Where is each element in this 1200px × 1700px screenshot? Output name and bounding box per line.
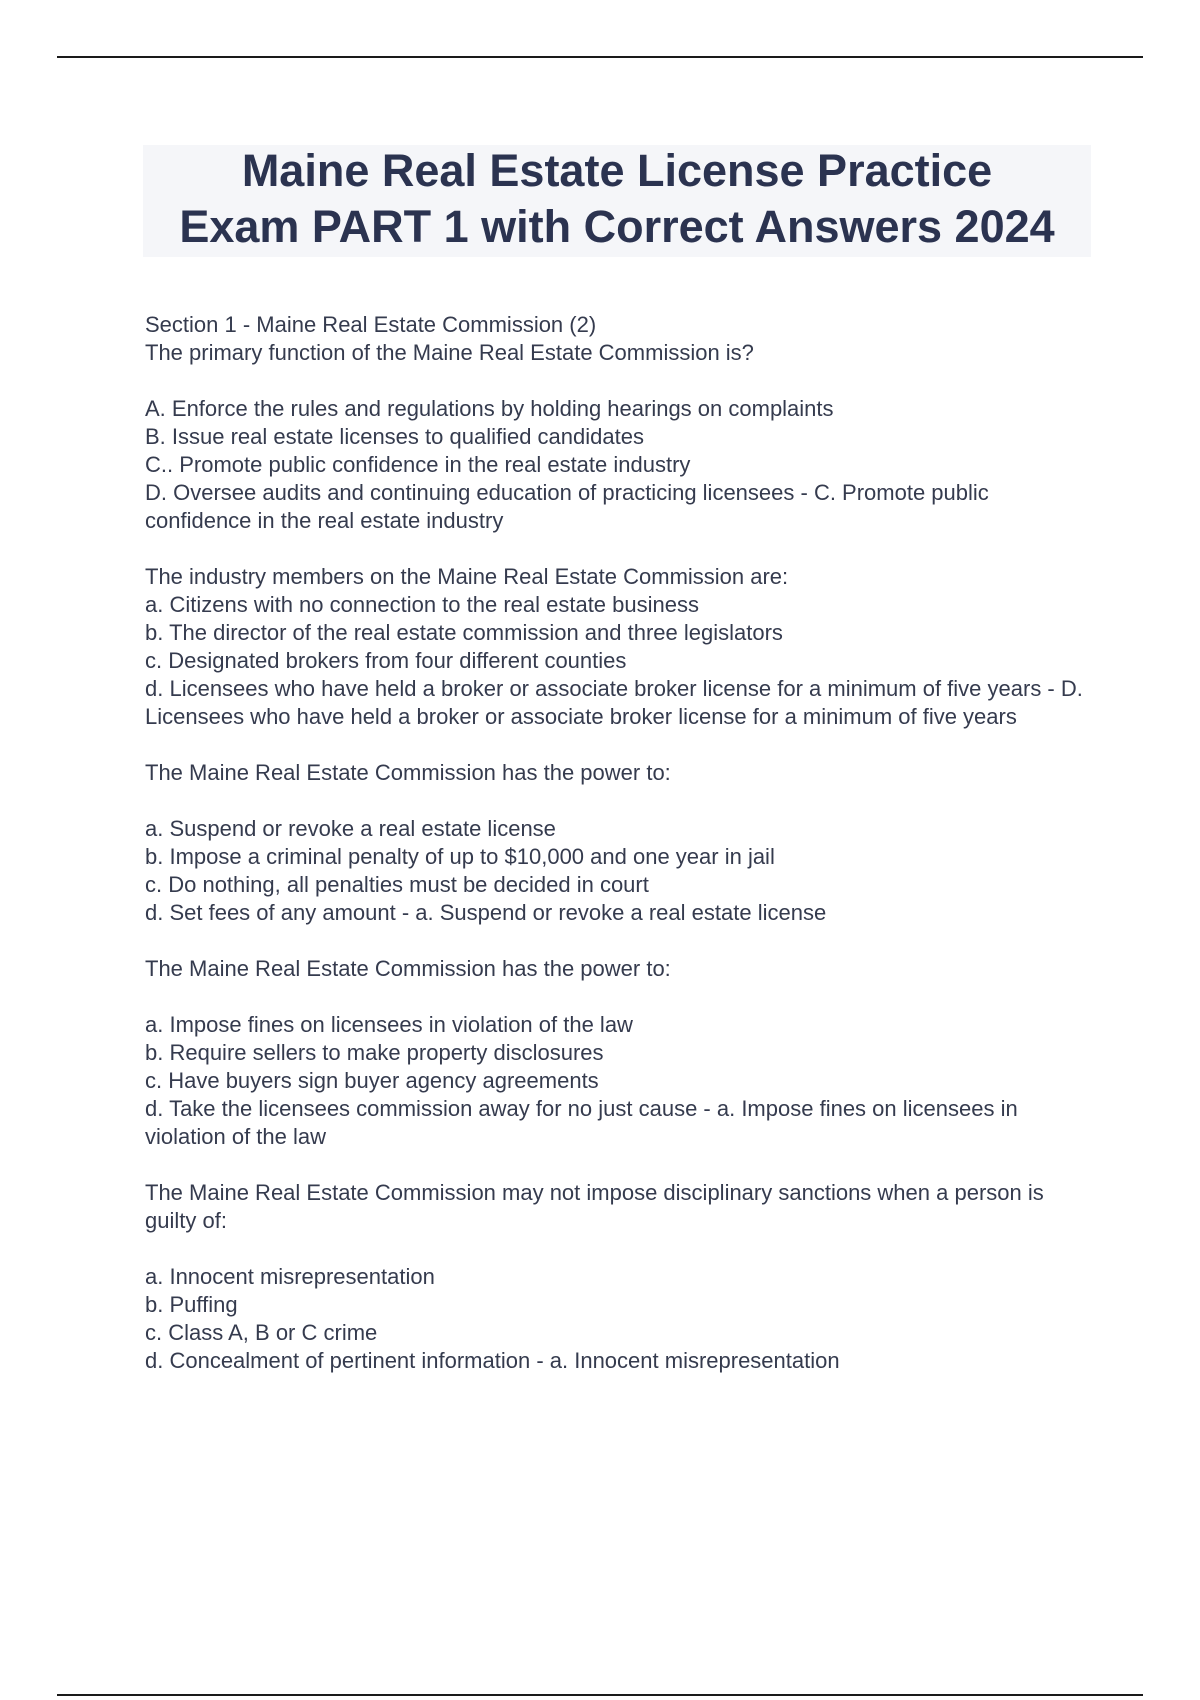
question-block-2 — [145, 563, 1085, 731]
answer-option: a. Citizens with no connection to the real estate business — [145, 592, 699, 617]
top-rule — [57, 56, 1143, 58]
answer-option-with-answer: D. Oversee audits and continuing education of practicing licensees - C. Promote public confidence in the real estate industry — [145, 480, 989, 533]
bottom-rule — [57, 1694, 1143, 1696]
question-prompt: The industry members on the Maine Real Estate Commission are: — [145, 564, 789, 589]
answer-option: c. Have buyers sign buyer agency agreements — [145, 1068, 599, 1093]
question-prompt: The Maine Real Estate Commission has the power to: — [145, 956, 671, 981]
answer-option-with-answer: d. Set fees of any amount - a. Suspend or revoke a real estate license — [145, 900, 827, 925]
answer-option: b. Require sellers to make property disclosures — [145, 1040, 604, 1065]
question-block-1 — [145, 339, 1085, 535]
question-block-4 — [145, 955, 1085, 1151]
answer-option: b. Impose a criminal penalty of up to $10,000 and one year in jail — [145, 844, 775, 869]
question-prompt: The primary function of the Maine Real Estate Commission is? — [145, 340, 754, 365]
answer-option-with-answer: d. Concealment of pertinent information - a. Innocent misrepresentation — [145, 1348, 840, 1373]
section-heading: Section 1 - Maine Real Estate Commission (2) — [145, 312, 597, 337]
document-body — [145, 311, 1085, 1375]
answer-option: a. Suspend or revoke a real estate license — [145, 816, 556, 841]
answer-option-with-answer: d. Take the licensees commission away for no just cause - a. Impose fines on licensees in violation of the law — [145, 1096, 1018, 1149]
answer-option: A. Enforce the rules and regulations by holding hearings on complaints — [145, 396, 834, 421]
answer-option: c. Do nothing, all penalties must be decided in court — [145, 872, 649, 897]
title-line-2: Exam PART 1 with Correct Answers 2024 — [179, 201, 1055, 252]
question-prompt: The Maine Real Estate Commission has the power to: — [145, 760, 671, 785]
answer-option: C.. Promote public confidence in the real estate industry — [145, 452, 691, 477]
document-title — [143, 143, 1091, 255]
question-block-5 — [145, 1179, 1085, 1375]
answer-option: a. Impose fines on licensees in violation of the law — [145, 1012, 633, 1037]
answer-option: c. Designated brokers from four different counties — [145, 648, 627, 673]
answer-option-with-answer: d. Licensees who have held a broker or associate broker license for a minimum of five years - D. Licensees who have held a broker or associate broker license for a minimum of five years — [145, 676, 1083, 729]
answer-option: b. The director of the real estate commission and three legislators — [145, 620, 783, 645]
question-block-3 — [145, 759, 1085, 927]
answer-option: c. Class A, B or C crime — [145, 1320, 378, 1345]
answer-option: b. Puffing — [145, 1292, 238, 1317]
answer-option: a. Innocent misrepresentation — [145, 1264, 435, 1289]
question-prompt: The Maine Real Estate Commission may not impose disciplinary sanctions when a person is guilty of: — [145, 1180, 1044, 1233]
answer-option: B. Issue real estate licenses to qualified candidates — [145, 424, 644, 449]
title-line-1: Maine Real Estate License Practice — [241, 145, 993, 196]
